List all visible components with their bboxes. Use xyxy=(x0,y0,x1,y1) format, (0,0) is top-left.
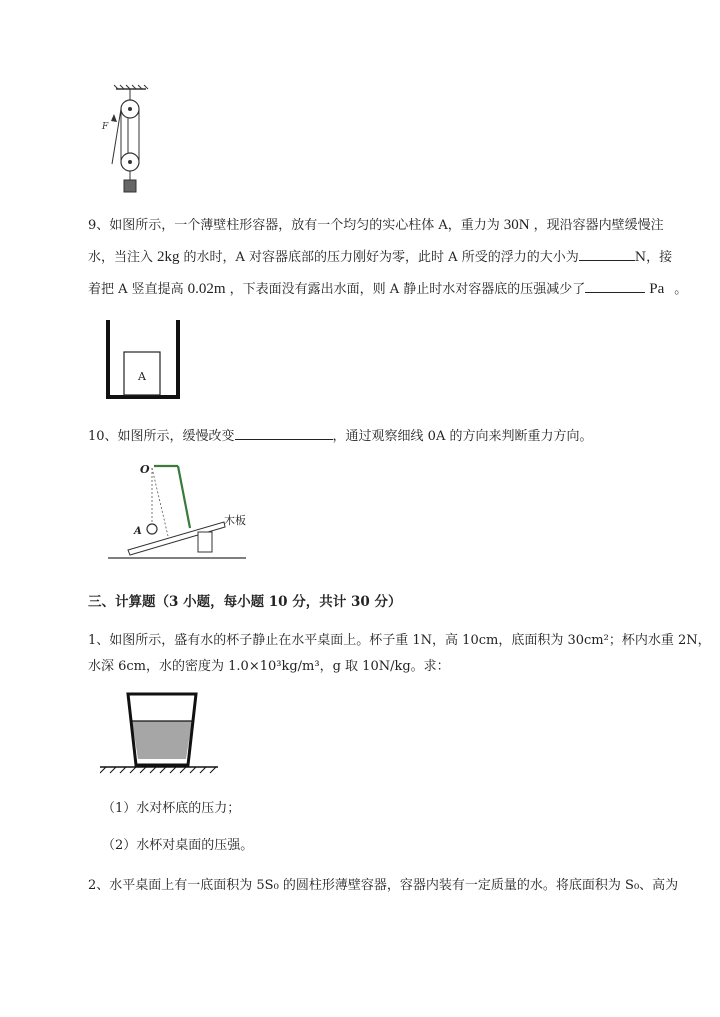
q9-weight: 30N xyxy=(503,217,530,233)
c1-line2: 水深 6cm，水的密度为 1.0×10³kg/m³，g 取 10N/kg。求： xyxy=(88,659,450,674)
plumb-figure xyxy=(106,458,256,564)
pulley-force-label: F xyxy=(102,122,109,132)
c1-line1: 1、如图所示，盛有水的杯子静止在水平桌面上。杯子重 1N，高 10cm，底面积为 30cm²；杯内水重 2N， xyxy=(88,633,711,648)
q9-answer-blank-2[interactable] xyxy=(585,278,645,293)
q10-answer-blank[interactable] xyxy=(235,425,333,440)
plumb-label-o: O xyxy=(140,463,150,476)
container-block-label: A xyxy=(138,370,146,383)
q9-unit-pa: Pa xyxy=(649,281,665,297)
cup-figure xyxy=(100,692,220,776)
q10-line: 10、如图所示，缓慢改变 ，通过观察细线 0A 的方向来判断重力方向。 xyxy=(88,425,592,447)
q9-height: 0.02m xyxy=(187,281,226,297)
c2-line1: 2、水平桌面上有一底面积为 5S₀ 的圆柱形薄壁容器，容器内装有一定质量的水。将底面积为 S₀、高为 xyxy=(88,878,679,893)
plumb-label-a: A xyxy=(134,526,142,537)
plumb-label-board: 木板 xyxy=(224,514,246,527)
q9-mass: 2kg xyxy=(157,249,180,265)
q9-line3: 着把 A 竖直提高 0.02m ，下表面没有露出水面，则 A 静止时水对容器底的压强减少了 Pa 。 xyxy=(88,278,687,300)
c1-sub2: （2）水杯对桌面的压强。 xyxy=(102,838,254,853)
q9-line2: 水，当注入 2kg 的水时，A 对容器底部的压力刚好为零，此时 A 所受的浮力的大小为 N，接 xyxy=(88,246,672,268)
section-3-title: 三、计算题（3 小题，每小题 10 分，共计 30 分） xyxy=(88,594,402,610)
pulley-figure xyxy=(98,84,154,196)
container-figure xyxy=(104,318,184,402)
q9-line1: 9、如图所示，一个薄壁柱形容器，放有一个均匀的实心柱体 A，重力为 30N ，现沿容器内壁缓慢注 xyxy=(88,217,664,233)
q9-answer-blank-1[interactable] xyxy=(579,246,635,261)
c1-sub1: （1）水对杯底的压力； xyxy=(102,801,241,816)
